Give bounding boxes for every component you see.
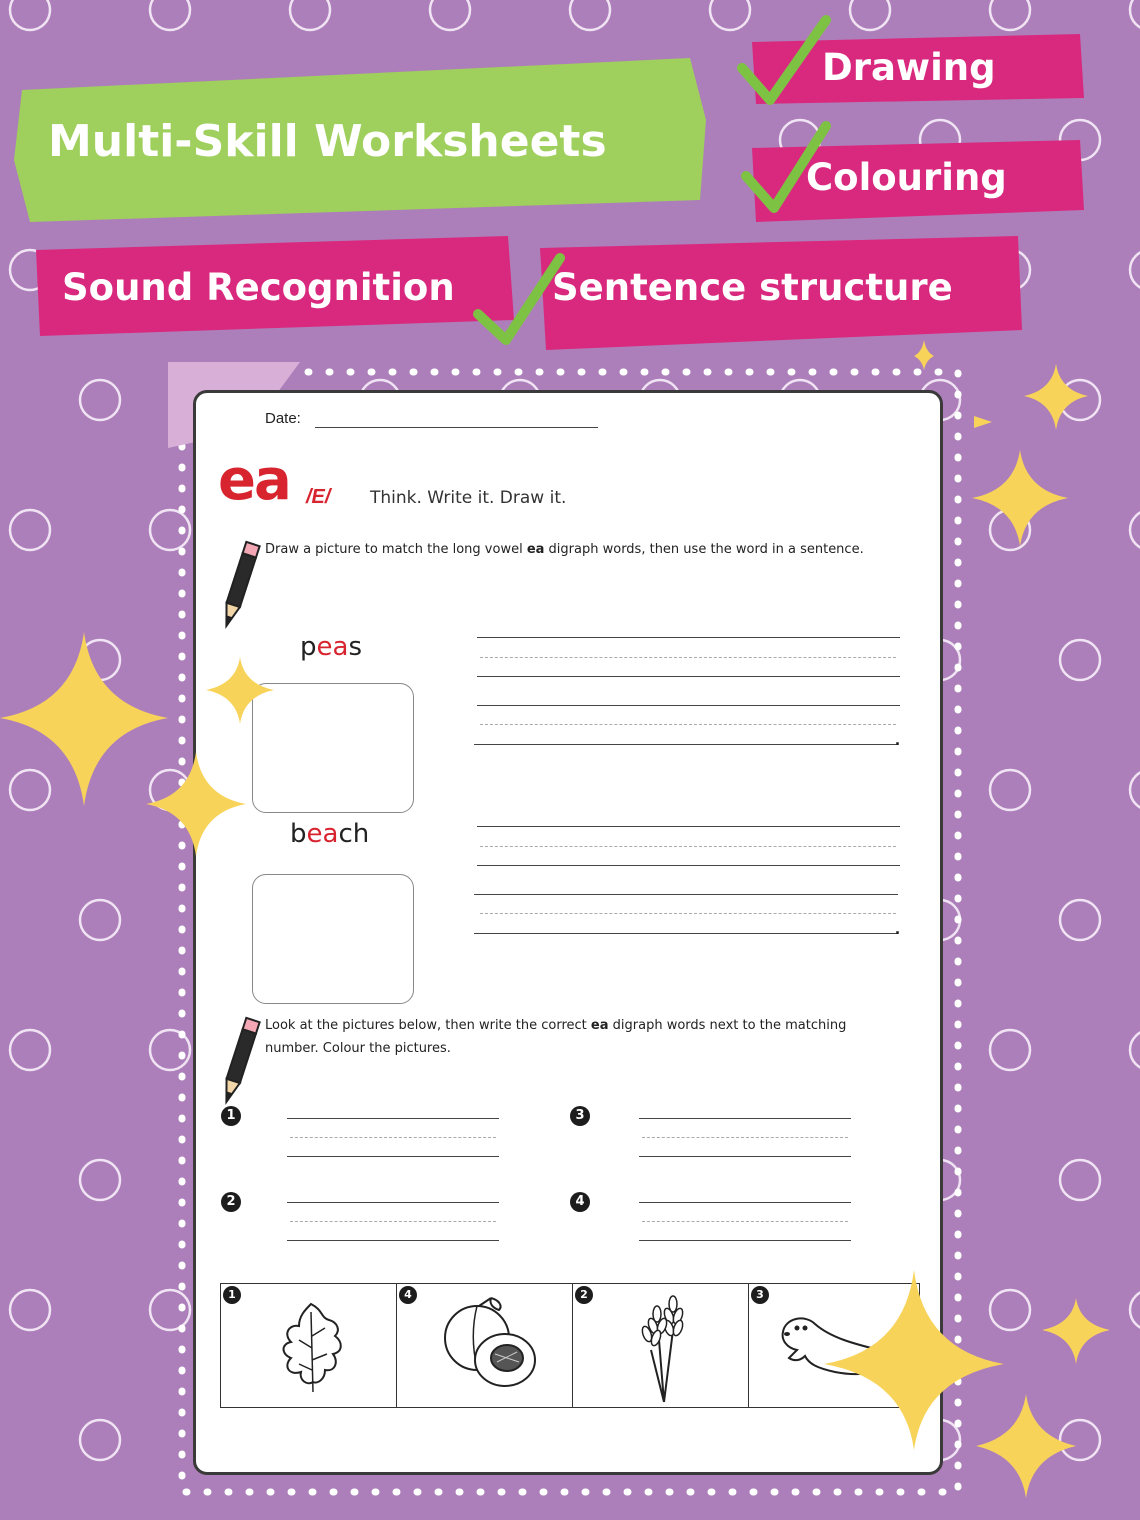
background-circle (430, 0, 470, 30)
instruction-look: Look at the pictures below, then write the correct ea digraph words next to the matching number. Colour the pictures. (265, 1018, 847, 1056)
answer-line-4[interactable] (639, 1202, 851, 1203)
instruction-draw: Draw a picture to match the long vowel ea digraph words, then use the word in a sentence. (265, 542, 864, 557)
picture-strip (220, 1283, 920, 1408)
background-circle (710, 0, 750, 30)
word-beach: beach (290, 819, 370, 849)
digraph-heading: ea (218, 448, 290, 513)
word-peas: peas (300, 632, 362, 662)
background-circle (1130, 770, 1140, 810)
answer-number-4: 4 (570, 1192, 590, 1212)
main-title: Multi-Skill Worksheets (48, 116, 607, 167)
drawing-box-peas[interactable] (252, 683, 414, 813)
background-circle (10, 770, 50, 810)
background-circle (80, 380, 120, 420)
writing-guide (480, 724, 896, 725)
background-circle (850, 0, 890, 30)
banner-sentence-structure: Sentence structure (552, 266, 953, 309)
background-circle (290, 0, 330, 30)
background-circle (1060, 1160, 1100, 1200)
background-circle (1060, 640, 1100, 680)
background-circle (990, 1030, 1030, 1070)
picture-cell-leaf[interactable]: 1 (221, 1284, 397, 1407)
banner-sound-recognition: Sound Recognition (62, 266, 455, 309)
background-circle (80, 640, 120, 680)
tagline: Think. Write it. Draw it. (370, 488, 567, 508)
background-circle (1060, 900, 1100, 940)
writing-line[interactable] (477, 826, 900, 827)
background-circle (80, 900, 120, 940)
background-circle (1130, 250, 1140, 290)
wheat-picture (629, 1290, 699, 1405)
background-circle (10, 0, 50, 30)
background-circle (990, 1290, 1030, 1330)
banner-colouring: Colouring (806, 156, 1007, 199)
background-circle (150, 0, 190, 30)
background-circle (10, 1030, 50, 1070)
background-circle (1130, 510, 1140, 550)
background-circle (1130, 0, 1140, 30)
background-circle (80, 1420, 120, 1460)
background-circle (80, 1160, 120, 1200)
answer-number-2: 2 (221, 1192, 241, 1212)
date-line (315, 427, 598, 428)
picture-cell-seal[interactable]: 3 (749, 1284, 919, 1407)
product-image: Multi-Skill Worksheets Drawing Colouring Sound Recognition Sentence structure Date: ea /E/ Think. Write it. Draw it. Draw a picture to match the long vowel ea digraph words, then use the word in a sentence. peas . beach . Look at the pictures below, then write the correct ea digraph words next to the matching number. Colour the pictures. 1 2 3 4 1 4 2 3 (0, 0, 1140, 1520)
answer-line-2[interactable] (287, 1202, 499, 1203)
writing-line[interactable] (477, 637, 900, 638)
seal-picture (775, 1304, 905, 1394)
writing-guide (480, 913, 896, 914)
writing-line[interactable] (474, 933, 898, 934)
banner-drawing: Drawing (822, 46, 996, 89)
leaf-picture (271, 1296, 351, 1401)
pencil-icon (216, 1014, 264, 1106)
pencil-icon (216, 538, 264, 630)
writing-guide (480, 657, 896, 658)
answer-number-1: 1 (221, 1106, 241, 1126)
picture-cell-peach[interactable]: 4 (397, 1284, 573, 1407)
answer-number-3: 3 (570, 1106, 590, 1126)
peach-picture (433, 1294, 543, 1394)
answer-line-3[interactable] (639, 1118, 851, 1119)
background-circle (10, 510, 50, 550)
writing-line[interactable] (474, 894, 898, 895)
background-circle (1130, 1030, 1140, 1070)
background-circle (570, 0, 610, 30)
writing-line[interactable] (477, 676, 900, 677)
background-circle (990, 0, 1030, 30)
picture-cell-wheat[interactable]: 2 (573, 1284, 749, 1407)
sound-label: /E/ (306, 486, 331, 508)
background-circle (1060, 1420, 1100, 1460)
writing-line[interactable] (477, 705, 900, 706)
background-circle (990, 770, 1030, 810)
writing-line[interactable] (474, 744, 898, 745)
background-circle (10, 1290, 50, 1330)
background-circle (990, 510, 1030, 550)
drawing-box-beach[interactable] (252, 874, 414, 1004)
background-circle (1130, 1290, 1140, 1330)
date-label: Date: (265, 410, 301, 427)
answer-line-1[interactable] (287, 1118, 499, 1119)
writing-guide (480, 846, 896, 847)
writing-line[interactable] (477, 865, 900, 866)
background-circle (1060, 380, 1100, 420)
